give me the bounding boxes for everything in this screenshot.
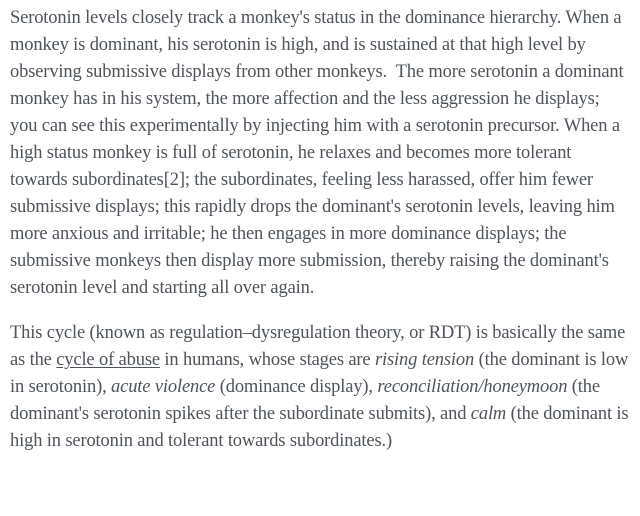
text-segment: (the dominant is high in serotonin and tolerant towards subordinates.): [10, 404, 633, 451]
paragraph-rdt-cycle-of-abuse: [10, 320, 633, 455]
text-segment: in humans, whose stages are: [159, 350, 375, 370]
italic-term-acute-violence: acute violence: [111, 377, 216, 397]
paragraph-serotonin-dominance-cycle: [10, 5, 630, 302]
italic-term-calm: calm: [470, 404, 507, 424]
text-segment: This cycle (known as regulation–dysregulation theory, or RDT) is basically the same as the: [10, 323, 630, 370]
cycle-of-abuse-link[interactable]: cycle of abuse: [56, 350, 160, 370]
text-segment: (the dominant is low in serotonin),: [10, 350, 633, 397]
italic-term-reconciliation-honeymoon: reconciliation/honeymoon: [377, 377, 568, 397]
paragraph-text: Serotonin levels closely track a monkey's status in the dominance hierarchy. When a monkey is dominant, his serotonin is high, and is sustained at that high level by observing submissive displays from other monkeys. The more serotonin a dominant monkey has in his system, the more affection and the less aggression he displays; you can see this experimentally by injecting him with a serotonin precursor. When a high status monkey is full of serotonin, he relaxes and becomes more tolerant towards subordinates[2]; the subordinates, feeling less harassed, offer him fewer submissive displays; this rapidly drops the dominant's serotonin levels, leaving him more anxious and irritable; he then engages in more dominance displays; the submissive monkeys then display more submission, thereby raising the dominant's serotonin level and starting all over again.: [10, 8, 628, 298]
text-segment: (dominance display),: [215, 377, 378, 397]
italic-term-rising-tension: rising tension: [374, 350, 475, 370]
text-segment: (the dominant's serotonin spikes after the subordinate submits), and: [10, 377, 605, 424]
